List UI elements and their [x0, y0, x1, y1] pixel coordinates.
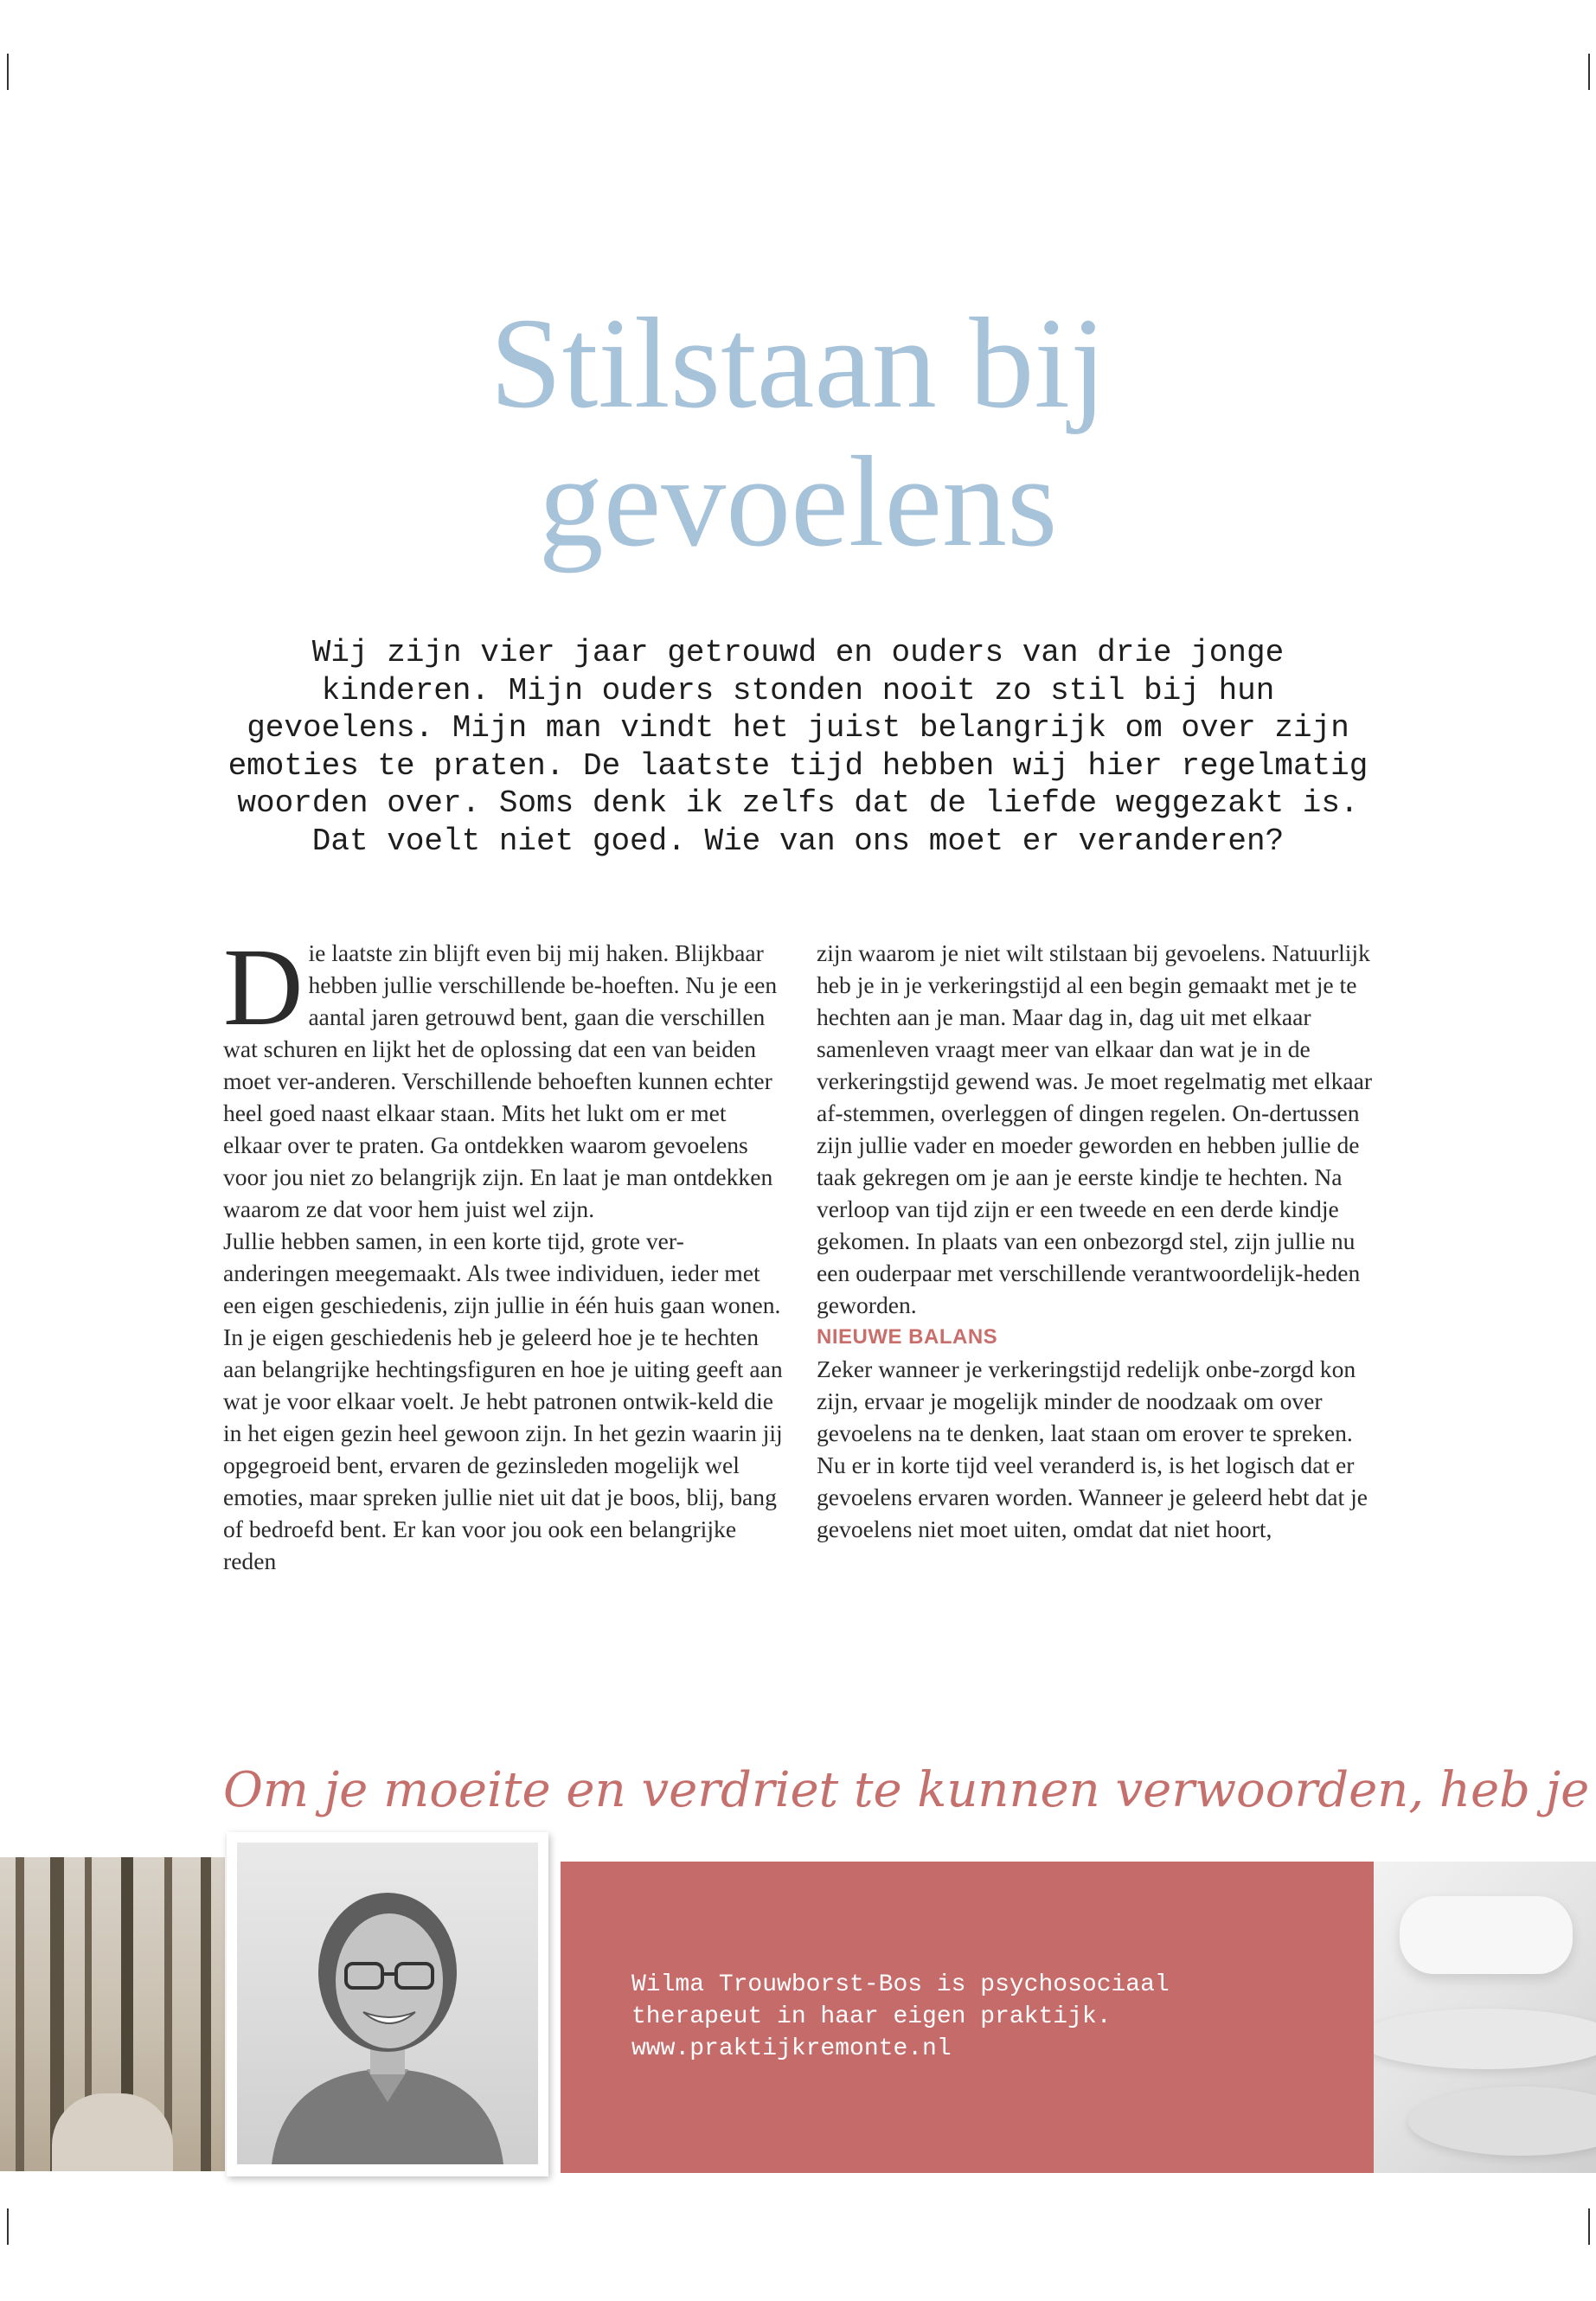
forest-path	[52, 2093, 173, 2171]
body-paragraph: Jullie hebben samen, in een korte tijd, grote ver-anderingen meegemaakt. Als twee individuen, ieder met een eigen geschiedenis, zijn jullie in één huis gaan wonen. In je eigen geschiedenis heb je geleerd hoe je te hechten aan belangrijke hechtingsfiguren en hoe je uiting geeft aan wat je voor elkaar voelt. Je hebt patronen ontwik-keld die in het eigen gezin heel gewoon zijn. In het gezin waarin jij opgegroeid bent, ervaren de gezinsleden mogelijk wel emoties, maar spreken jullie niet uit dat je boos, blij, bang of bedroefd bent. Er kan voor jou ook een belangrijke reden	[223, 1227, 783, 1574]
section-subhead: NIEUWE BALANS	[817, 1325, 998, 1349]
intro-line: gevoelens. Mijn man vindt het juist belangrijk om over zijn	[247, 710, 1349, 746]
intro-line: Dat voelt niet goed. Wie van ons moet er veranderen?	[311, 823, 1285, 859]
author-bio	[631, 1969, 1324, 2065]
intro-line: emoties te praten. De laatste tijd hebben wij hier regelmatig	[228, 747, 1368, 784]
body-paragraph: ie laatste zin blijft even bij mij haken. Blijkbaar hebben jullie verschillende be-hoeften. Nu je een aantal jaren getrouwd bent, gaan die verschillen wat schuren en lijkt het de oplossing dat een van beiden moet ver-anderen. Verschillende behoeften kunnen echter heel goed naast elkaar staan. Mits het lukt om er met elkaar over te praten. Ga ontdekken waarom gevoelens voor jou niet zo belangrijk zijn. En laat je man ontdekken waarom ze dat voor hem juist wel zijn.	[223, 939, 778, 1222]
sheet-fold	[1374, 2009, 1596, 2069]
tree-trunk	[16, 1857, 24, 2171]
crop-mark-top-left	[7, 54, 9, 90]
bed-sheets-photo	[1374, 1862, 1596, 2173]
intro-line: woorden over. Soms denk ik zelfs dat de liefde weggezakt is.	[237, 785, 1359, 821]
crop-mark-bottom-left	[7, 2208, 9, 2245]
intro-line: Wij zijn vier jaar getrouwd en ouders van drie jonge	[311, 635, 1285, 670]
body-paragraph: Zeker wanneer je verkeringstijd redelijk onbe-zorgd kon zijn, ervaar je mogelijk minder de noodzaak om over gevoelens na te denken, laat staan om erover te spreken. Nu er in korte tijd veel veranderd is, is het logisch dat er gevoelens ervaren worden. Wanneer je geleerd hebt dat je gevoelens niet moet uiten, omdat dat niet hoort,	[817, 1356, 1368, 1542]
sheet-fold	[1408, 2086, 1596, 2156]
portrait-illustration	[237, 1843, 538, 2164]
intro-question	[199, 634, 1397, 860]
drop-cap: D	[223, 926, 304, 1048]
body-column-right	[817, 937, 1379, 1545]
tree-trunk	[201, 1857, 211, 2171]
author-bio-line: Wilma Trouwborst-Bos is psychosociaal	[631, 1971, 1170, 1998]
author-website-link[interactable]: www.praktijkremonte.nl	[631, 2035, 952, 2062]
author-bio-box	[561, 1862, 1374, 2173]
author-bio-line: therapeut in haar eigen praktijk.	[631, 2003, 1112, 2030]
body-paragraph: zijn waarom je niet wilt stilstaan bij gevoelens. Natuurlijk heb je in je verkeringstijd al een begin gemaakt met je te hechten aan je man. Maar dag in, dag uit met elkaar samenleven vraagt meer van elkaar dan wat je in de verkeringstijd gewend was. Je moet regelmatig met elkaar af-stemmen, overleggen of dingen regelen. On-dertussen zijn jullie vader en moeder geworden en hebben jullie de taak gekregen om je aan je eerste kindje te hechten. Na verloop van tijd zijn er een tweede en een derde kindje gekomen. In plaats van een onbezorgd stel, zijn jullie nu een ouderpaar met verschillende verantwoordelijk-heden geworden.	[817, 939, 1373, 1318]
intro-line: kinderen. Mijn ouders stonden nooit zo stil bij hun	[321, 672, 1275, 708]
title-line-2: gevoelens	[538, 430, 1058, 574]
body-column-left	[223, 926, 785, 1577]
crop-mark-top-right	[1588, 54, 1590, 90]
article-title	[0, 292, 1596, 574]
crop-mark-bottom-right	[1588, 2208, 1590, 2245]
title-line-1: Stilstaan bij	[490, 292, 1106, 435]
author-photo-frame	[227, 1832, 548, 2176]
forest-photo	[0, 1857, 225, 2171]
face-shape	[336, 1913, 443, 2048]
author-photo	[237, 1843, 538, 2164]
pull-quote: Om je moeite en verdriet te kunnen verwoorden, heb je	[223, 1762, 1590, 1818]
pillow-shape	[1400, 1896, 1573, 1974]
